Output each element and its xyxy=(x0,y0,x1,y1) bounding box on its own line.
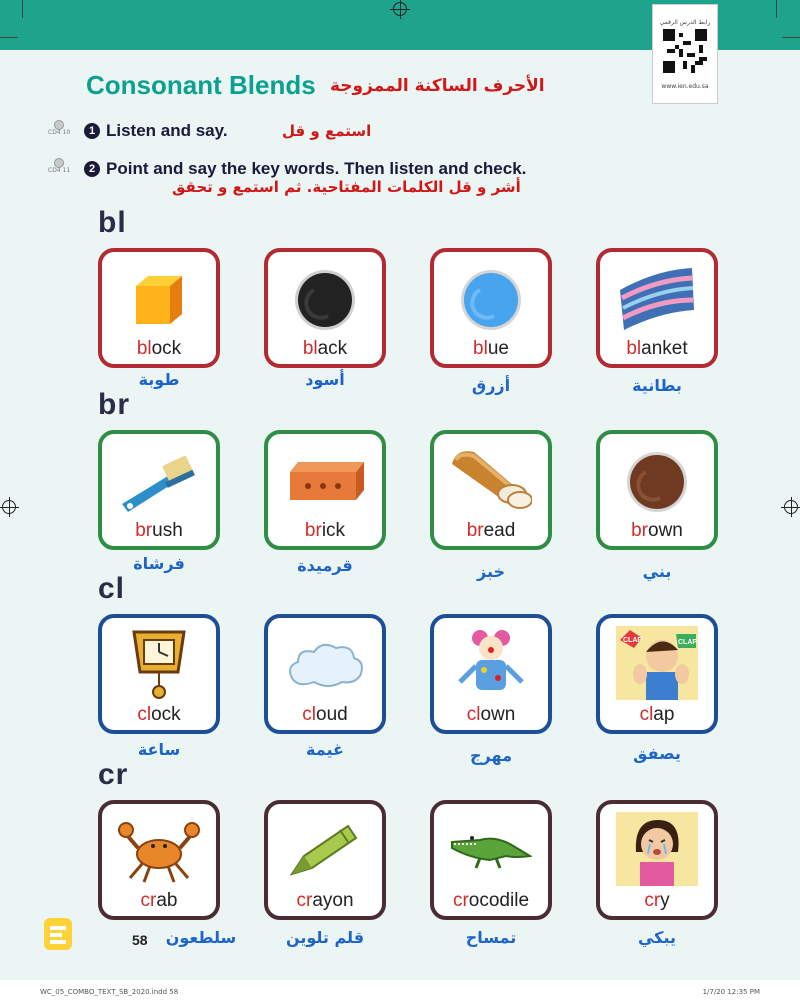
blend-heading-br: br xyxy=(98,388,130,421)
word-card-clock[interactable]: clock xyxy=(98,614,220,734)
footer-timestamp: 1/7/20 12:35 PM xyxy=(702,988,760,996)
crop-mark xyxy=(782,37,800,38)
crop-mark xyxy=(0,37,18,38)
arabic-translation: بطانية xyxy=(632,376,682,395)
arabic-translation: يبكي xyxy=(637,928,677,947)
cloud-icon xyxy=(284,626,366,700)
instruction-text-arabic: استمع و قل xyxy=(282,122,372,140)
word-card-cloud[interactable]: cloud xyxy=(264,614,386,734)
brown-circle-icon xyxy=(616,442,698,516)
clap-icon xyxy=(616,626,698,700)
clock-icon xyxy=(118,626,200,700)
word-card-crab[interactable]: crab xyxy=(98,800,220,920)
audio-cd-icon[interactable]: CD4 11 xyxy=(48,158,70,174)
word-card-brown[interactable]: brown xyxy=(596,430,718,550)
crab-icon xyxy=(118,812,200,886)
word-card-crayon[interactable]: crayon xyxy=(264,800,386,920)
word-card-clown[interactable]: clown xyxy=(430,614,552,734)
page-number: 58 xyxy=(132,932,148,948)
svg-text:CLAP: CLAP xyxy=(623,637,643,644)
word-card-bread[interactable]: bread xyxy=(430,430,552,550)
page-title: Consonant Blends xyxy=(86,70,316,100)
arabic-translation: قرميدة xyxy=(297,556,353,575)
instruction-text-arabic: أشر و قل الكلمات المفتاحية. ثم استمع و تحقق xyxy=(172,178,521,196)
word-card-blanket[interactable]: blanket xyxy=(596,248,718,368)
word-card-blue[interactable]: blue xyxy=(430,248,552,368)
crop-mark xyxy=(22,0,23,18)
svg-text:CLAP: CLAP xyxy=(678,639,698,646)
blend-heading-cr: cr xyxy=(98,758,129,791)
word-card-clap[interactable]: CLAP CLAP clap xyxy=(596,614,718,734)
arabic-translation: ساعة xyxy=(137,740,181,759)
footer-file-name: WC_05_COMBO_TEXT_SB_2020.indd 58 xyxy=(40,988,179,996)
arabic-translation: سلطعون xyxy=(165,928,237,947)
registration-mark-top xyxy=(393,2,407,16)
blue-circle-icon xyxy=(450,260,532,334)
block-icon xyxy=(118,260,200,334)
arabic-translation: قلم تلوين xyxy=(285,928,365,947)
instruction-number: 2 xyxy=(84,161,100,177)
arabic-translation: طوبة xyxy=(138,370,180,389)
blend-heading-cl: cl xyxy=(98,572,126,605)
page-title-arabic: الأحرف الساكنة الممزوجة xyxy=(330,76,545,96)
brush-icon xyxy=(118,442,200,516)
arabic-translation: بني xyxy=(642,562,672,581)
black-circle-icon xyxy=(284,260,366,334)
crayon-icon xyxy=(284,812,366,886)
bread-icon xyxy=(450,442,532,516)
qr-code-panel[interactable] xyxy=(652,4,718,104)
word-card-brick[interactable]: brick xyxy=(264,430,386,550)
arabic-translation: أزرق xyxy=(471,376,511,395)
brick-icon xyxy=(284,442,366,516)
arabic-translation: يصفق xyxy=(633,744,681,763)
arabic-translation: أسود xyxy=(305,370,345,389)
blanket-icon xyxy=(616,260,698,334)
qr-url: www.ien.edu.sa xyxy=(661,83,709,90)
clown-icon xyxy=(450,626,532,700)
crocodile-icon xyxy=(450,812,532,886)
instruction-text: Point and say the key words. Then listen and check. xyxy=(106,159,527,178)
blend-heading-bl: bl xyxy=(98,206,127,239)
arabic-translation: فرشاة xyxy=(133,554,185,573)
audio-cd-icon[interactable]: CD4 10 xyxy=(48,120,70,136)
crop-mark xyxy=(776,0,777,18)
cry-icon xyxy=(616,812,698,886)
publisher-logo-icon xyxy=(40,914,76,954)
arabic-translation: خبز xyxy=(476,562,505,581)
word-card-black[interactable]: black xyxy=(264,248,386,368)
instruction-number: 1 xyxy=(84,123,100,139)
word-card-brush[interactable]: brush xyxy=(98,430,220,550)
word-card-block[interactable]: block xyxy=(98,248,220,368)
arabic-translation: غيمة xyxy=(306,740,344,759)
registration-mark-left xyxy=(2,500,16,514)
qr-caption: رابط الدرس الرقمي xyxy=(659,19,711,26)
arabic-translation: تمساح xyxy=(465,928,517,947)
qr-code-icon xyxy=(663,29,707,73)
word-card-crocodile[interactable]: crocodile xyxy=(430,800,552,920)
arabic-translation: مهرج xyxy=(470,746,512,765)
word-card-cry[interactable]: cry xyxy=(596,800,718,920)
registration-mark-right xyxy=(784,500,798,514)
instruction-text: Listen and say. xyxy=(106,121,228,140)
print-footer xyxy=(0,980,800,1005)
